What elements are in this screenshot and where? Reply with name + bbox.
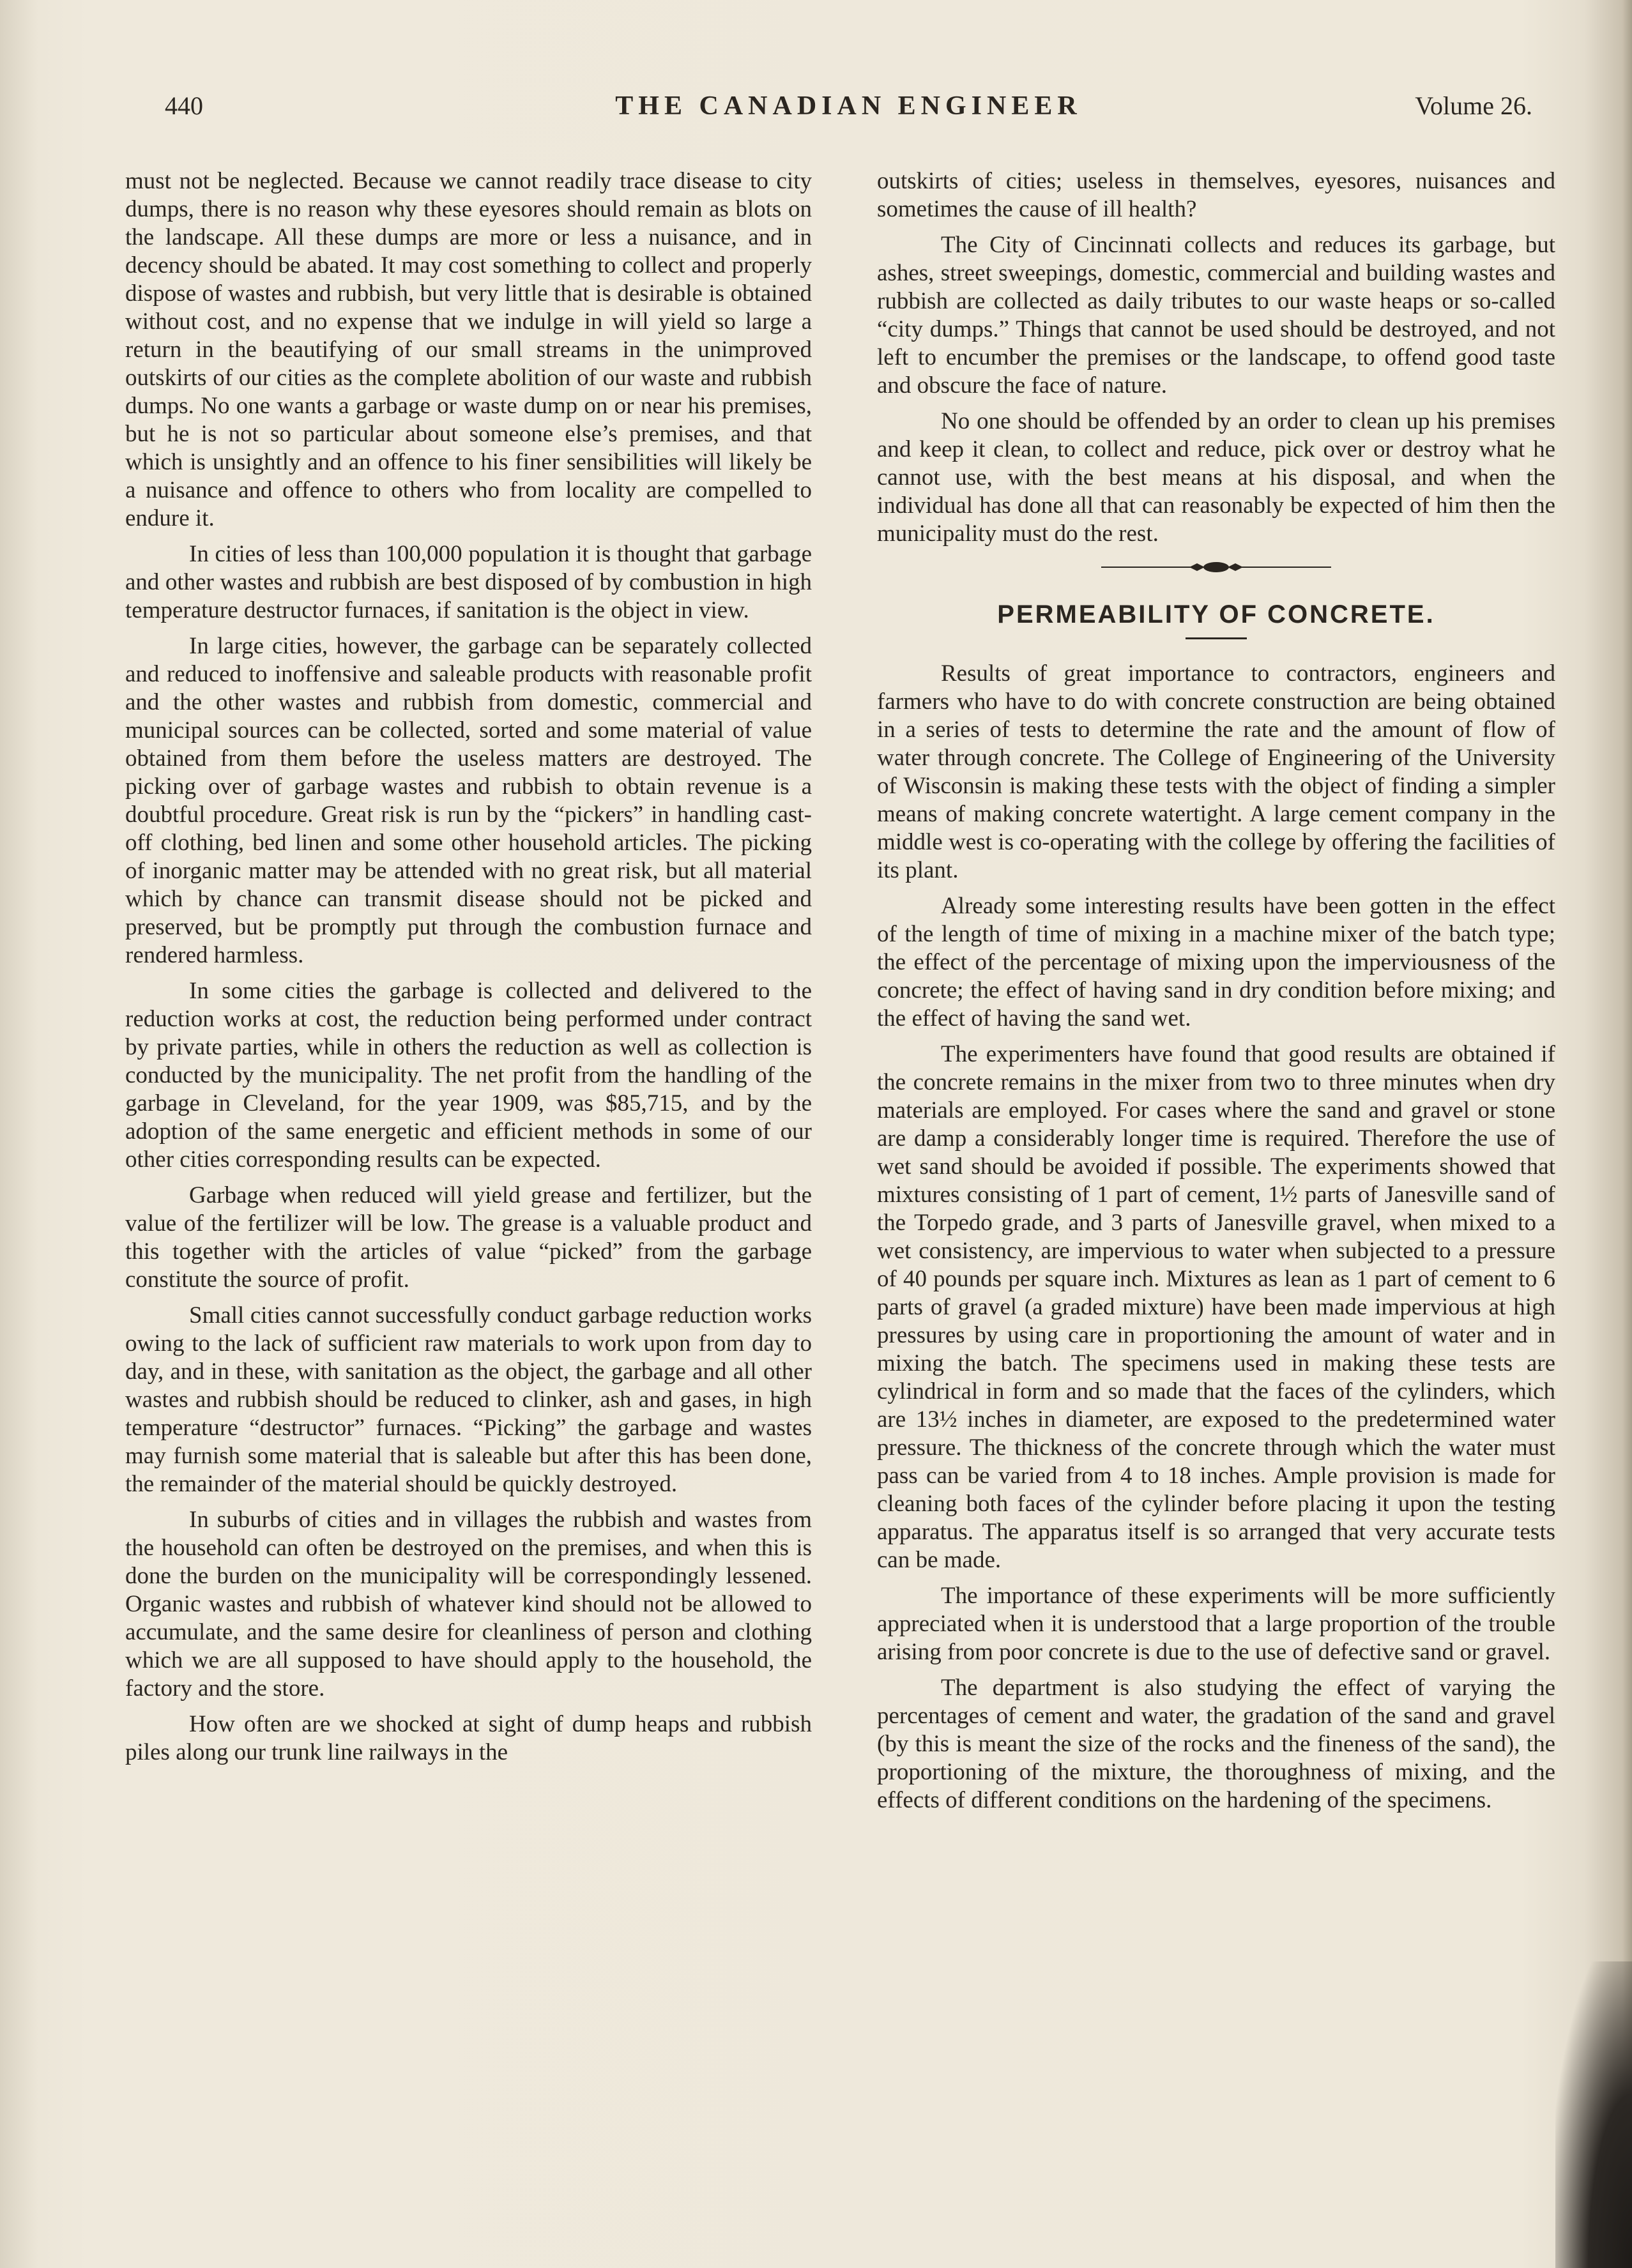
ornament-divider-icon — [1101, 559, 1331, 575]
running-header — [165, 91, 1532, 129]
section-title: PERMEABILITY OF CONCRETE. — [997, 600, 1435, 628]
paragraph: No one should be offended by an order to clean up his premises and keep it clean, to collect and reduce, pick over or destroy what he cannot use, with the best means at his disposal, and when the individual has done all that can reasonably be expected of him then the municipality must do the rest. — [877, 408, 1555, 547]
paragraph: The department is also studying the effect of varying the percentages of cement and water, the gradation of the sand and gravel (by this is meant the size of the rocks and the fineness of the sand), the proportioning of the mixture, the thoroughness of mixing, and the effects of different conditions on the hardening of the specimens. — [877, 1675, 1555, 1813]
title-rule — [1186, 637, 1247, 639]
left-column — [125, 167, 812, 1767]
paragraph: The importance of these experiments will be more sufficiently appreciated when it is understood that a large proportion of the trouble arising from poor concrete is due to the use of defective sand or gravel. — [877, 1583, 1555, 1665]
paragraph: Results of great importance to contractors, engineers and farmers who have to do with concrete construction are being obtained in a series of tests to determine the rate and the amount of flow of water through concrete. The College of Engineering of the University of Wisconsin is making these tests with the object of finding a simpler means of making concrete watertight. A large cement company in the middle west is co-operating with the college by offering the facilities of its plant. — [877, 660, 1555, 883]
paragraph: In cities of less than 100,000 population it is thought that garbage and other wastes and rubbish are best disposed of by combustion in high temperature destructor furnaces, if sanitation is the object in view. — [125, 541, 812, 623]
page-number: 440 — [165, 91, 203, 120]
paragraph: The experimenters have found that good results are obtained if the concrete remains in the mixer from two to three minutes when dry materials are employed. For cases where the sand and gravel or stone are damp a considerably longer time is required. Therefore the use of wet sand should be avoided if possible. The experiments showed that mixtures consisting of 1 part of cement, 1½ parts of Janesville sand of the Torpedo grade, and 3 parts of Janesville gravel, when mixed to a wet consistency, are impervious to water when subjected to a pressure of 40 pounds per square inch. Mixtures as lean as 1 part of cement to 6 parts of gravel (a graded mixture) have been made impervious at high pressures by using care in proportioning the amount of water and in mixing the batch. The specimens used in making these tests are cylindrical in form and so made that the faces of the cylinders, which are 13½ inches in diameter, are exposed to the predetermined water pressure. The thickness of the concrete through which the water must pass can be varied from 4 to 18 inches. Ample provision is made for cleaning both faces of the cylinder before placing it upon the testing apparatus. The apparatus itself is so arranged that very accurate tests can be made. — [877, 1041, 1555, 1573]
paragraph: outskirts of cities; useless in themselves, eyesores, nuisances and sometimes the cause of ill health? — [877, 168, 1555, 222]
paragraph: In suburbs of cities and in villages the rubbish and wastes from the household can often be destroyed on the premises, and when this is done the burden on the municipality will be correspondingly lessened. Organic wastes and rubbish of whatever kind should not be allowed to accumulate, and the same desire for cleanliness of person and clothing which we are all supposed to have should apply to the household, the factory and the store. — [125, 1507, 812, 1701]
paragraph: In large cities, however, the garbage can be separately collected and reduced to inoffensive and saleable products with reasonable profit and the other wastes and rubbish from domestic, commercial and municipal sources can be collected, sorted and some material of value obtained from them before the useless matters are destroyed. The picking over of garbage wastes and rubbish to obtain revenue is a doubtful procedure. Great risk is run by the “pickers” in handling cast-off clothing, bed linen and some other household articles. The picking of inorganic matter may be attended with no great risk, but all material which by chance can transmit disease should not be picked and preserved, but be promptly put through the combustion furnace and rendered harmless. — [125, 633, 812, 968]
paragraph: In some cities the garbage is collected and delivered to the reduction works at cost, the reduction being performed under contract by private parties, while in others the reduction as well as collection is conducted by the municipality. The net profit from the handling of the garbage in Cleveland, for the year 1909, was $85,715, and by the adoption of the same energetic and efficient methods in some of our other cities corresponding results can be expected. — [125, 978, 812, 1173]
page-curl-shadow — [1555, 1961, 1632, 2268]
paragraph: Small cities cannot successfully conduct garbage reduction works owing to the lack of sufficient raw materials to work upon from day to day, and in these, with sanitation as the object, the garbage and all other wastes and rubbish should be reduced to clinker, ash and gases, in high temperature “destructor” furnaces. “Picking” the garbage and wastes may furnish some material that is saleable but after this has been done, the remainder of the material should be quickly destroyed. — [125, 1302, 812, 1497]
journal-title: THE CANADIAN ENGINEER — [615, 91, 1082, 121]
paragraph: must not be neglected. Because we cannot readily trace disease to city dumps, there is no reason why these eyesores should remain as blots on the landscape. All these dumps are more or less a nuisance, and in decency should be abated. It may cost something to collect and properly dispose of wastes and rubbish, but very little that is desirable is obtained without cost, and no expense that we indulge in will yield so large a return in the beautifying of our small streams in the unimproved outskirts of our cities as the complete abolition of our waste and rubbish dumps. No one wants a garbage or waste dump on or near his premises, but he is not so particular about someone else’s premises, and that which is unsightly and an offence to his finer sensibilities will likely be a nuisance and offence to others who from locality are compelled to endure it. — [125, 168, 812, 531]
paragraph: Already some interesting results have been gotten in the effect of the length of time of mixing in a machine mixer of the batch type; the effect of the percentage of mixing upon the imperviousness of the concrete; the effect of having sand in dry condition before mixing; and the effect of having the sand wet. — [877, 893, 1555, 1031]
paragraph: Garbage when reduced will yield grease and fertilizer, but the value of the fertilizer will be low. The grease is a valuable product and this together with the articles of value “picked” from the garbage constitute the source of profit. — [125, 1182, 812, 1293]
right-column — [877, 167, 1555, 1815]
paragraph: The City of Cincinnati collects and reduces its garbage, but ashes, street sweepings, domestic, commercial and building wastes and rubbish are collected as daily tributes to our waste heaps or so-called “city dumps.” Things that cannot be used should be destroyed, and not left to encumber the premises or the landscape, to offend good taste and obscure the face of nature. — [877, 232, 1555, 399]
volume-label: Volume 26. — [1415, 91, 1532, 120]
paragraph: How often are we shocked at sight of dump heaps and rubbish piles along our trunk line railways in the — [125, 1711, 812, 1765]
